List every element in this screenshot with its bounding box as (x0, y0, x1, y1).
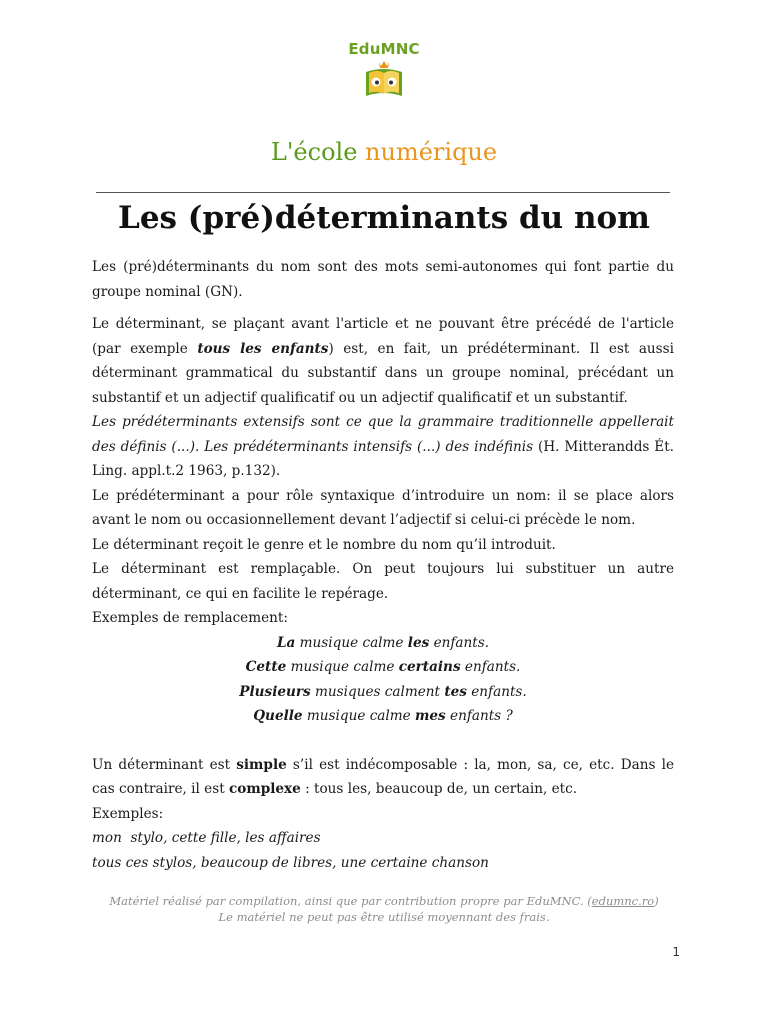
footer-text: Matériel réalisé par compilation, ainsi que par contribution propre par EduMNC. ( (109, 894, 592, 908)
footer-link[interactable]: edumnc.ro (591, 894, 655, 908)
crown-icon (379, 61, 389, 68)
paragraph-role: Le prédéterminant a pour rôle syntaxique d’introduire un nom: il se place alors avant le nom ou occasionnellement devant l’adjectif si celui-ci précède le nom. (92, 487, 674, 528)
term-simple: simple (236, 756, 287, 773)
determinant: Quelle (253, 708, 303, 724)
logo-text: EduMNC (348, 40, 420, 58)
school-word2: numérique (365, 138, 498, 166)
example-end: enfants. (429, 634, 490, 651)
paragraph-quote (92, 410, 674, 484)
spacer (92, 729, 674, 753)
page-number: 1 (672, 945, 680, 959)
determinant: Cette (245, 659, 287, 675)
example-line (92, 655, 674, 680)
determinant: La (276, 634, 296, 651)
determinant: Plusieurs (239, 683, 311, 700)
example-line (92, 631, 674, 656)
example-middle: musique calme (295, 634, 408, 651)
example-line (92, 680, 674, 705)
edumnc-logo (344, 40, 424, 104)
school-heading (0, 138, 768, 166)
paragraph-replaceable: Le déterminant est remplaçable. On peut toujours lui substituer un autre déterminant, ce qui en facilite le repérage. (92, 561, 674, 602)
paragraph-simple-complex (92, 753, 674, 802)
book-logo-icon (362, 58, 406, 102)
footer-line-1 (0, 893, 768, 909)
determinant: les (407, 634, 430, 651)
page-title: Les (pré)déterminants du nom (118, 200, 650, 236)
determinant: certains (398, 659, 461, 675)
text-segment: : tous les, beaucoup de, un certain, etc. (300, 781, 578, 797)
examples-line-2: tous ces stylos, beaucoup de libres, une certaine chanson (92, 854, 489, 871)
footer-text: ) (654, 894, 659, 908)
quote-text: Les prédéterminants extensifs sont ce que la grammaire traditionnelle appellerait des définis (...). Les prédéterminants intensifs (...) des indéfinis (92, 414, 674, 455)
example-end: enfants ? (445, 708, 513, 724)
text-segment: ) est, en fait, un prédéterminant. Il est aussi déterminant grammatical du substantif dans un groupe nominal, précédant un substantif et un adjectif qualificatif ou un adjectif qualificatif et un substantif. (92, 340, 674, 406)
determinant: mes (415, 708, 446, 724)
paragraph-intro: Les (pré)déterminants du nom sont des mots semi-autonomes qui font partie du groupe nominal (GN). (92, 259, 674, 300)
example-end: enfants. (466, 683, 527, 700)
document-body (92, 255, 674, 875)
footer-line-2: Le matériel ne peut pas être utilisé moyennant des frais. (218, 910, 550, 924)
example-end: enfants. (460, 659, 521, 675)
text-segment: Un déterminant est (92, 756, 237, 773)
header-divider (96, 192, 670, 193)
footer-note (0, 893, 768, 925)
determinant: tes (444, 683, 467, 700)
paragraph-determinant (92, 312, 674, 410)
example-middle: musique calme (286, 659, 399, 675)
examples-line-1: mon stylo, cette fille, les affaires (92, 830, 321, 846)
school-word1: L'école (270, 138, 358, 166)
text-segment: s’il est indécomposable : la, mon, sa, ce, etc. Dans le cas contraire, il est (92, 756, 674, 797)
quote-citation: (H. Mitterandds Ét. Ling. appl.t.2 1963, p.132). (92, 438, 674, 479)
example-middle: musiques calment (310, 683, 445, 700)
example-middle: musique calme (302, 708, 416, 724)
example-line (92, 704, 674, 729)
paragraph-examples-label: Exemples de remplacement: (92, 610, 288, 626)
examples-label: Exemples: (92, 805, 164, 822)
term-complexe: complexe (229, 781, 301, 797)
paragraph-gender: Le déterminant reçoit le genre et le nombre du nom qu’il introduit. (92, 536, 556, 553)
text-segment: Le déterminant, se plaçant avant l'article et ne pouvant être précédé de l'article (par exemple (92, 316, 674, 357)
emphasis-example: tous les enfants (197, 340, 329, 357)
